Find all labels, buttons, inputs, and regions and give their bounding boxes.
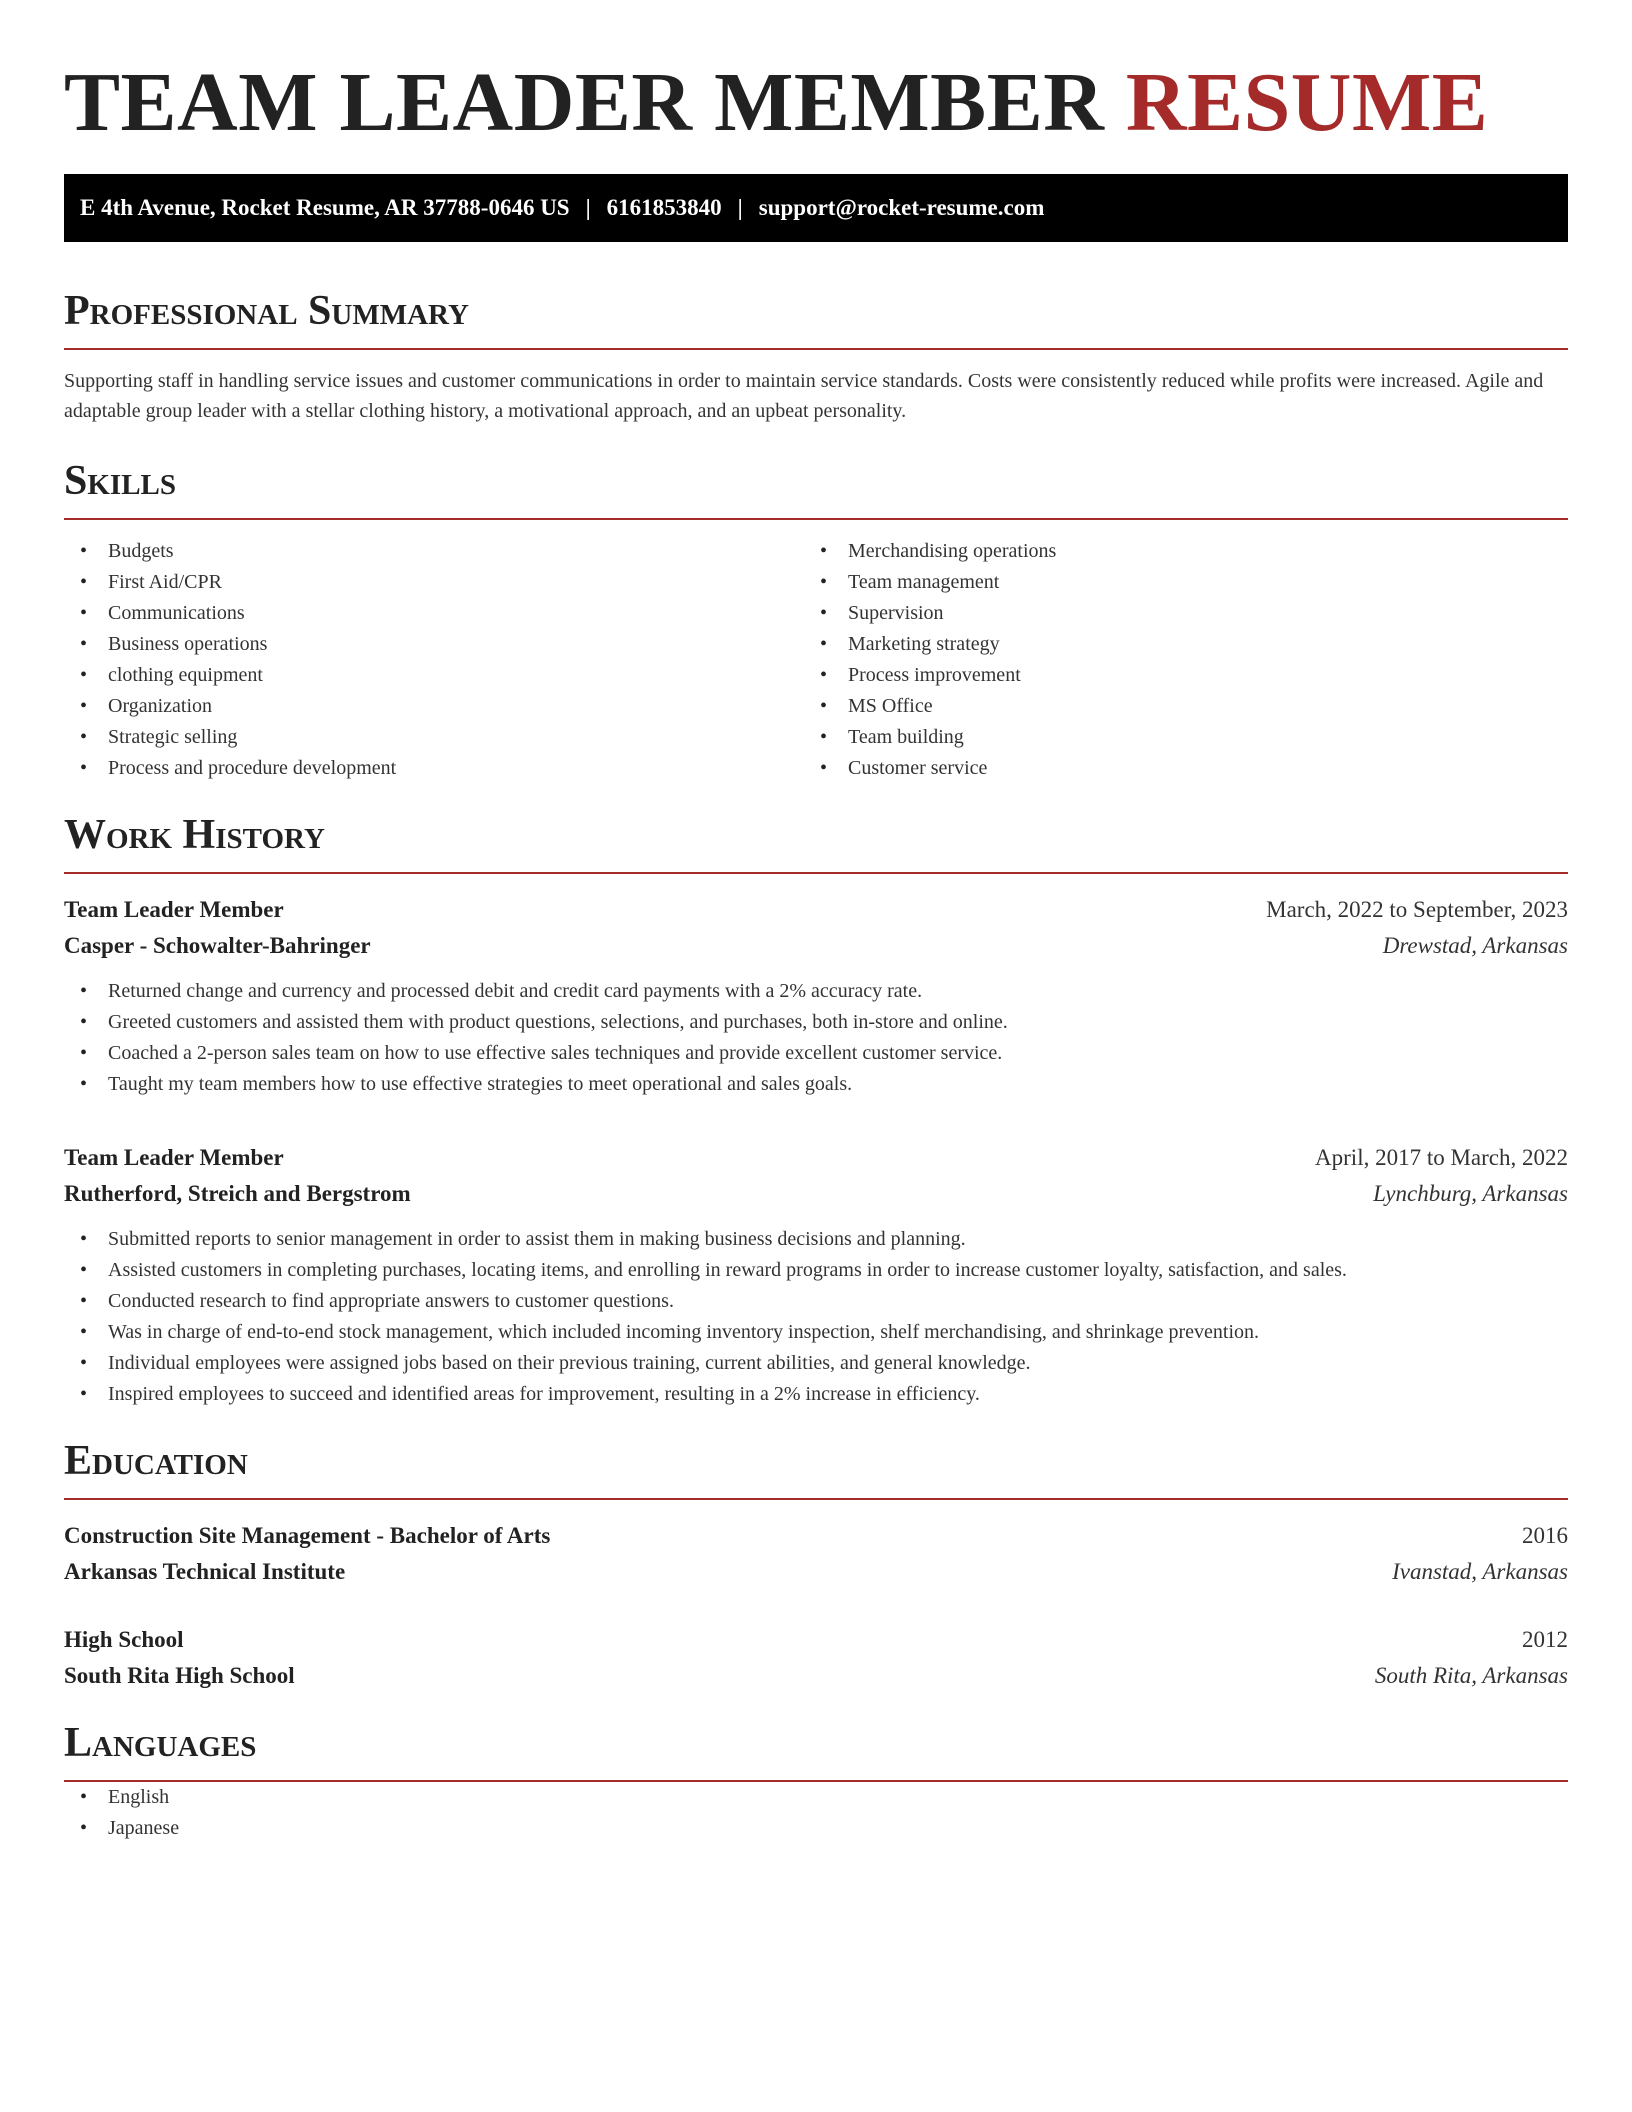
skill-item: • Strategic selling	[64, 722, 804, 753]
skill-item: • Organization	[64, 691, 804, 722]
job-duty: • Taught my team members how to use effective strategies to meet operational and sales goals.	[64, 1069, 1568, 1100]
summary-section	[64, 290, 1568, 426]
skill-item: • Customer service	[804, 753, 1568, 784]
job-duty: • Inspired employees to succeed and identified areas for improvement, resulting in a 2% increase in efficiency.	[64, 1379, 1568, 1410]
skill-item: • Merchandising operations	[804, 536, 1568, 567]
resume-page	[64, 0, 1568, 1844]
title-accent: RESUME	[1125, 56, 1489, 149]
languages-section	[64, 1722, 1568, 1844]
job-title: Team Leader Member	[64, 1145, 284, 1171]
contact-separator: |	[737, 195, 743, 221]
education-heading: Education	[64, 1440, 1568, 1500]
education-entry	[64, 1518, 1568, 1590]
education-school: Arkansas Technical Institute	[64, 1559, 346, 1585]
job-company: Rutherford, Streich and Bergstrom	[64, 1181, 411, 1207]
skill-item: • Budgets	[64, 536, 804, 567]
skill-item: • Team management	[804, 567, 1568, 598]
skill-item: • clothing equipment	[64, 660, 804, 691]
job-company-row	[64, 928, 1568, 964]
language-item: • English	[64, 1782, 1568, 1813]
job-dates: April, 2017 to March, 2022	[1315, 1145, 1568, 1171]
job-title-row	[64, 892, 1568, 928]
skill-item: • Communications	[64, 598, 804, 629]
education-degree: Construction Site Management - Bachelor of Arts	[64, 1523, 551, 1549]
job-entry	[64, 1140, 1568, 1410]
skill-item: • Supervision	[804, 598, 1568, 629]
education-school-row	[64, 1554, 1568, 1590]
job-location: Drewstad, Arkansas	[1382, 933, 1568, 959]
job-duties-list	[64, 976, 1568, 1100]
work-history-section	[64, 814, 1568, 1410]
education-degree-row	[64, 1622, 1568, 1658]
education-year: 2016	[1522, 1523, 1568, 1549]
summary-heading: Professional Summary	[64, 290, 1568, 350]
contact-phone: 6161853840	[606, 195, 722, 221]
education-section	[64, 1440, 1568, 1694]
education-year: 2012	[1522, 1627, 1568, 1653]
education-school-row	[64, 1658, 1568, 1694]
skill-item: • Team building	[804, 722, 1568, 753]
contact-email: support@rocket-resume.com	[758, 195, 1045, 221]
education-entry	[64, 1622, 1568, 1694]
skill-item: • First Aid/CPR	[64, 567, 804, 598]
work-history-heading: Work History	[64, 814, 1568, 874]
job-company-row	[64, 1176, 1568, 1212]
contact-bar	[64, 174, 1568, 242]
job-duty: • Conducted research to find appropriate answers to customer questions.	[64, 1286, 1568, 1317]
job-title-row	[64, 1140, 1568, 1176]
contact-separator: |	[585, 195, 591, 221]
skills-grid	[64, 536, 1568, 784]
skill-item: • Business operations	[64, 629, 804, 660]
skill-item: • MS Office	[804, 691, 1568, 722]
job-duty: • Individual employees were assigned jobs based on their previous training, current abilities, and general knowledge.	[64, 1348, 1568, 1379]
job-duty: • Coached a 2-person sales team on how to use effective sales techniques and provide excellent customer service.	[64, 1038, 1568, 1069]
skill-item: • Process and procedure development	[64, 753, 804, 784]
job-duty: • Assisted customers in completing purchases, locating items, and enrolling in reward programs in order to increase customer loyalty, satisfaction, and sales.	[64, 1255, 1568, 1286]
education-degree-row	[64, 1518, 1568, 1554]
skills-right-list	[804, 536, 1568, 784]
language-item: • Japanese	[64, 1813, 1568, 1844]
languages-list	[64, 1782, 1568, 1844]
skills-section	[64, 460, 1568, 784]
job-entry	[64, 892, 1568, 1100]
skill-item: • Marketing strategy	[804, 629, 1568, 660]
job-company: Casper - Schowalter-Bahringer	[64, 933, 371, 959]
skill-item: • Process improvement	[804, 660, 1568, 691]
title-main: TEAM LEADER MEMBER	[64, 56, 1105, 149]
resume-title	[64, 56, 1568, 150]
skills-heading: Skills	[64, 460, 1568, 520]
contact-address: E 4th Avenue, Rocket Resume, AR 37788-0646 US	[80, 195, 570, 221]
job-duty: • Returned change and currency and processed debit and credit card payments with a 2% accuracy rate.	[64, 976, 1568, 1007]
education-school: South Rita High School	[64, 1663, 295, 1689]
job-dates: March, 2022 to September, 2023	[1266, 897, 1568, 923]
summary-text: Supporting staff in handling service issues and customer communications in order to maintain service standards. Costs were consistently reduced while profits were increased. Agile and adaptable group leader with a stellar clothing history, a motivational approach, and an upbeat personality.	[64, 370, 1544, 423]
job-duty: • Greeted customers and assisted them with product questions, selections, and purchases, both in-store and online.	[64, 1007, 1568, 1038]
job-duty: • Was in charge of end-to-end stock management, which included incoming inventory inspection, shelf merchandising, and shrinkage prevention.	[64, 1317, 1568, 1348]
job-duty: • Submitted reports to senior management in order to assist them in making business decisions and planning.	[64, 1224, 1568, 1255]
education-location: South Rita, Arkansas	[1374, 1663, 1568, 1689]
job-title: Team Leader Member	[64, 897, 284, 923]
job-location: Lynchburg, Arkansas	[1373, 1181, 1568, 1207]
skills-left-list	[64, 536, 804, 784]
languages-heading: Languages	[64, 1722, 1568, 1782]
education-degree: High School	[64, 1627, 184, 1653]
education-location: Ivanstad, Arkansas	[1392, 1559, 1568, 1585]
job-duties-list	[64, 1224, 1568, 1410]
